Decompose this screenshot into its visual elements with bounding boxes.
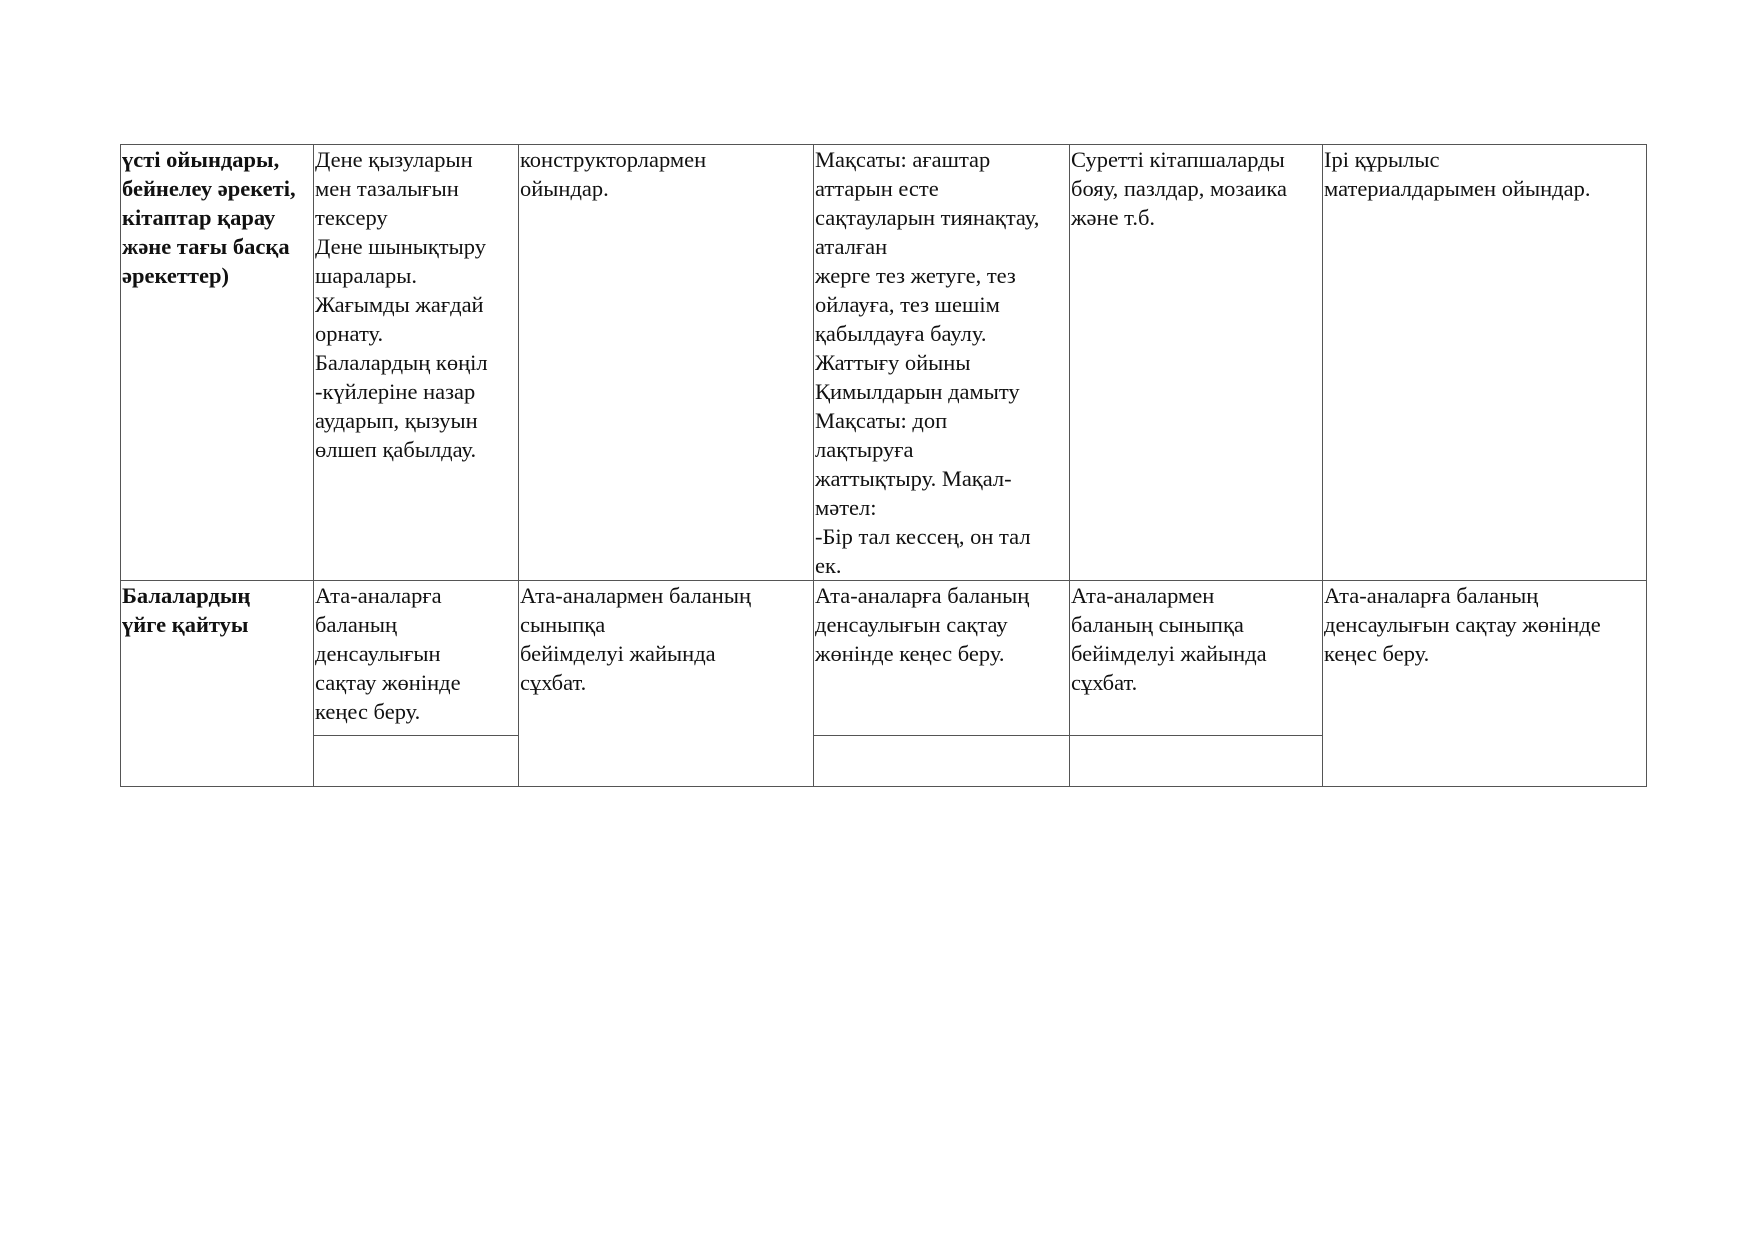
row-category-cell	[121, 145, 314, 581]
cell-text: Ірі құрылыс материалдарымен ойындар.	[1324, 147, 1591, 201]
cell-text: Мақсаты: ағаштар аттарын есте сақтауларын тиянақтау, аталған жерге тез жетуге, тез ойлауға, тез шешім қабылдауға баулу. Жаттығу ойыны Қимылдарын дамыту Мақсаты: доп лақтыруға жаттықтыру. Мақал- мәтел: -Бір тал кессең, он тал ек.	[815, 147, 1040, 578]
cell-text: Ата-аналарға баланың денсаулығын сақтау жөнінде кеңес беру.	[1324, 583, 1601, 666]
daily-plan-table	[120, 144, 1647, 787]
row-category-text: үсті ойындары, бейнелеу әрекеті, кітаптар қарау және тағы басқа әрекеттер)	[122, 147, 296, 288]
table-cell	[1323, 145, 1647, 581]
table-row	[121, 145, 1647, 581]
row-category-text: Балалардың үйге қайтуы	[122, 583, 251, 637]
empty-cell	[1070, 736, 1323, 787]
table-cell	[314, 145, 519, 581]
cell-text: Ата-аналармен баланың сыныпқа бейімделуі жайында сұхбат.	[520, 583, 751, 695]
empty-cell	[814, 736, 1070, 787]
cell-text: Ата-аналарға баланың денсаулығын сақтау жөнінде кеңес беру.	[815, 583, 1030, 666]
table-row	[121, 581, 1647, 736]
table-cell	[1070, 581, 1323, 736]
row-category-cell	[121, 581, 314, 787]
table-cell	[519, 581, 814, 787]
cell-text: Дене қызуларын мен тазалығын тексеру Дене шынықтыру шаралары. Жағымды жағдай орнату. Балалардың көңіл -күйлеріне назар аударып, қызуын өлшеп қабылдау.	[315, 147, 488, 462]
cell-text: Ата-аналармен баланың сыныпқа бейімделуі жайында сұхбат.	[1071, 583, 1267, 695]
table-cell	[1323, 581, 1647, 787]
cell-text: Ата-аналарға баланың денсаулығын сақтау жөнінде кеңес беру.	[315, 583, 461, 724]
table-cell	[814, 145, 1070, 581]
table-cell	[814, 581, 1070, 736]
table-cell	[519, 145, 814, 581]
empty-cell	[314, 736, 519, 787]
table-cell	[1070, 145, 1323, 581]
cell-text: Суретті кітапшаларды бояу, пазлдар, мозаика және т.б.	[1071, 147, 1287, 230]
table-cell	[314, 581, 519, 736]
cell-text: конструкторлармен ойындар.	[520, 147, 707, 201]
